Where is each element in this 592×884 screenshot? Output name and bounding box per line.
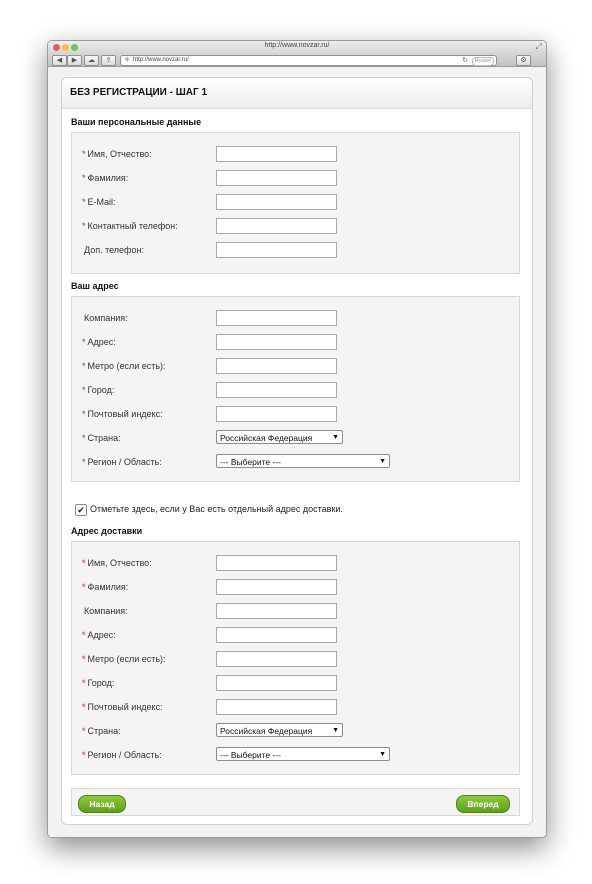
icloud-tabs-button[interactable] — [84, 55, 99, 66]
personal-data-box — [71, 132, 520, 274]
personal-data-heading: Ваши персональные данные — [71, 117, 202, 127]
label-text: Почтовый индекс: — [87, 702, 163, 712]
label-text: Метро (если есть): — [87, 361, 166, 371]
label-text: Страна: — [87, 726, 121, 736]
address-bar[interactable] — [120, 55, 497, 66]
region-value: --- Выберите --- — [220, 750, 281, 760]
first-name-input[interactable] — [216, 146, 337, 162]
label-text: Страна: — [87, 433, 121, 443]
panel-header — [62, 78, 532, 109]
label-text: Адрес: — [87, 337, 116, 347]
required-marker: * — [82, 149, 86, 159]
delivery-region-select[interactable] — [216, 747, 390, 761]
share-icon: ⇪ — [105, 57, 112, 64]
field-label — [82, 245, 144, 255]
country-select[interactable] — [216, 430, 343, 444]
delivery-company-input[interactable] — [216, 603, 337, 619]
field-label — [82, 582, 128, 592]
arrow-left-icon: ◀ — [56, 57, 63, 64]
label-text: Регион / Область: — [87, 457, 162, 467]
delivery-box — [71, 541, 520, 775]
delivery-city-input[interactable] — [216, 675, 337, 691]
label-text: Имя, Отчество: — [87, 558, 152, 568]
window-title: http://www.novzar.ru/ — [264, 42, 330, 49]
icloud-icon: ☁ — [88, 57, 95, 64]
arrow-right-icon: ▶ — [71, 57, 78, 64]
label-text: Почтовый индекс: — [87, 409, 163, 419]
dropdown-arrow-icon: ▼ — [379, 458, 386, 465]
reader-button[interactable]: Reader — [472, 57, 494, 66]
extra-phone-input[interactable] — [216, 242, 337, 258]
label-text: Фамилия: — [87, 582, 129, 592]
form-footer — [71, 788, 520, 816]
delivery-first-name-input[interactable] — [216, 555, 337, 571]
required-marker: * — [82, 630, 86, 640]
dropdown-arrow-icon: ▼ — [332, 727, 339, 734]
label-text: Город: — [87, 385, 115, 395]
field-label — [82, 606, 128, 616]
page-content — [48, 67, 546, 837]
delivery-address-input[interactable] — [216, 627, 337, 643]
separate-delivery-checkbox[interactable]: ✔ — [75, 504, 87, 516]
field-label — [82, 457, 162, 467]
required-marker: * — [82, 433, 86, 443]
metro-input[interactable] — [216, 358, 337, 374]
checkout-panel — [61, 77, 533, 825]
label-text: Компания: — [84, 313, 128, 323]
gear-icon: ⚙ — [520, 57, 527, 64]
back-nav-button[interactable] — [52, 55, 67, 66]
required-marker: * — [82, 221, 86, 231]
dropdown-arrow-icon: ▼ — [332, 434, 339, 441]
city-input[interactable] — [216, 382, 337, 398]
required-marker: * — [82, 173, 86, 183]
field-label — [82, 726, 121, 736]
dropdown-arrow-icon: ▼ — [379, 751, 386, 758]
address-heading: Ваш адрес — [71, 281, 119, 291]
required-marker: * — [82, 558, 86, 568]
required-marker: * — [82, 726, 86, 736]
delivery-heading: Адрес доставки — [71, 526, 143, 536]
title-bar — [48, 41, 546, 54]
field-label — [82, 630, 116, 640]
site-favicon: ⚘ — [124, 57, 131, 64]
field-label — [82, 750, 162, 760]
delivery-last-name-input[interactable] — [216, 579, 337, 595]
postcode-input[interactable] — [216, 406, 337, 422]
country-value: Российская Федерация — [220, 433, 313, 443]
next-button[interactable]: Вперед — [456, 795, 510, 813]
required-marker: * — [82, 702, 86, 712]
field-label — [82, 173, 128, 183]
address-box — [71, 296, 520, 482]
region-select[interactable] — [216, 454, 390, 468]
required-marker: * — [82, 582, 86, 592]
separate-delivery-label[interactable]: Отметьте здесь, если у Вас есть отдельный адрес доставки. — [90, 504, 343, 514]
required-marker: * — [82, 385, 86, 395]
field-label — [82, 337, 116, 347]
label-text: E-Mail: — [87, 197, 116, 207]
fullscreen-icon[interactable]: ⤢ — [535, 42, 542, 51]
field-label — [82, 385, 114, 395]
browser-window — [47, 40, 547, 838]
delivery-postcode-input[interactable] — [216, 699, 337, 715]
required-marker: * — [82, 361, 86, 371]
address-input[interactable] — [216, 334, 337, 350]
label-text: Метро (если есть): — [87, 654, 166, 664]
reload-icon[interactable]: ↻ — [462, 57, 468, 64]
field-label — [82, 702, 163, 712]
label-text: Фамилия: — [87, 173, 129, 183]
label-text: Доп. телефон: — [84, 245, 144, 255]
field-label — [82, 678, 114, 688]
field-label — [82, 433, 121, 443]
company-input[interactable] — [216, 310, 337, 326]
label-text: Компания: — [84, 606, 128, 616]
field-label — [82, 313, 128, 323]
share-button[interactable] — [101, 55, 116, 66]
browser-toolbar — [48, 54, 546, 67]
label-text: Город: — [87, 678, 115, 688]
required-marker: * — [82, 337, 86, 347]
country-value: Российская Федерация — [220, 726, 313, 736]
region-value: --- Выберите --- — [220, 457, 281, 467]
label-text: Адрес: — [87, 630, 116, 640]
back-button[interactable]: Назад — [78, 795, 126, 813]
field-label — [82, 197, 116, 207]
phone-input[interactable] — [216, 218, 337, 234]
required-marker: * — [82, 750, 86, 760]
field-label — [82, 558, 152, 568]
page-title: БЕЗ РЕГИСТРАЦИИ - ШАГ 1 — [70, 87, 208, 98]
field-label — [82, 409, 163, 419]
required-marker: * — [82, 409, 86, 419]
delivery-metro-input[interactable] — [216, 651, 337, 667]
field-label — [82, 149, 152, 159]
settings-button[interactable] — [516, 55, 531, 66]
last-name-input[interactable] — [216, 170, 337, 186]
field-label — [82, 361, 166, 371]
label-text: Имя, Отчество: — [87, 149, 152, 159]
delivery-country-select[interactable] — [216, 723, 343, 737]
forward-nav-button[interactable] — [67, 55, 82, 66]
label-text: Регион / Область: — [87, 750, 162, 760]
required-marker: * — [82, 457, 86, 467]
required-marker: * — [82, 654, 86, 664]
url-text: http://www.novzar.ru/ — [133, 57, 189, 63]
label-text: Контактный телефон: — [87, 221, 178, 231]
field-label — [82, 221, 178, 231]
required-marker: * — [82, 197, 86, 207]
email-input[interactable] — [216, 194, 337, 210]
required-marker: * — [82, 678, 86, 688]
field-label — [82, 654, 166, 664]
